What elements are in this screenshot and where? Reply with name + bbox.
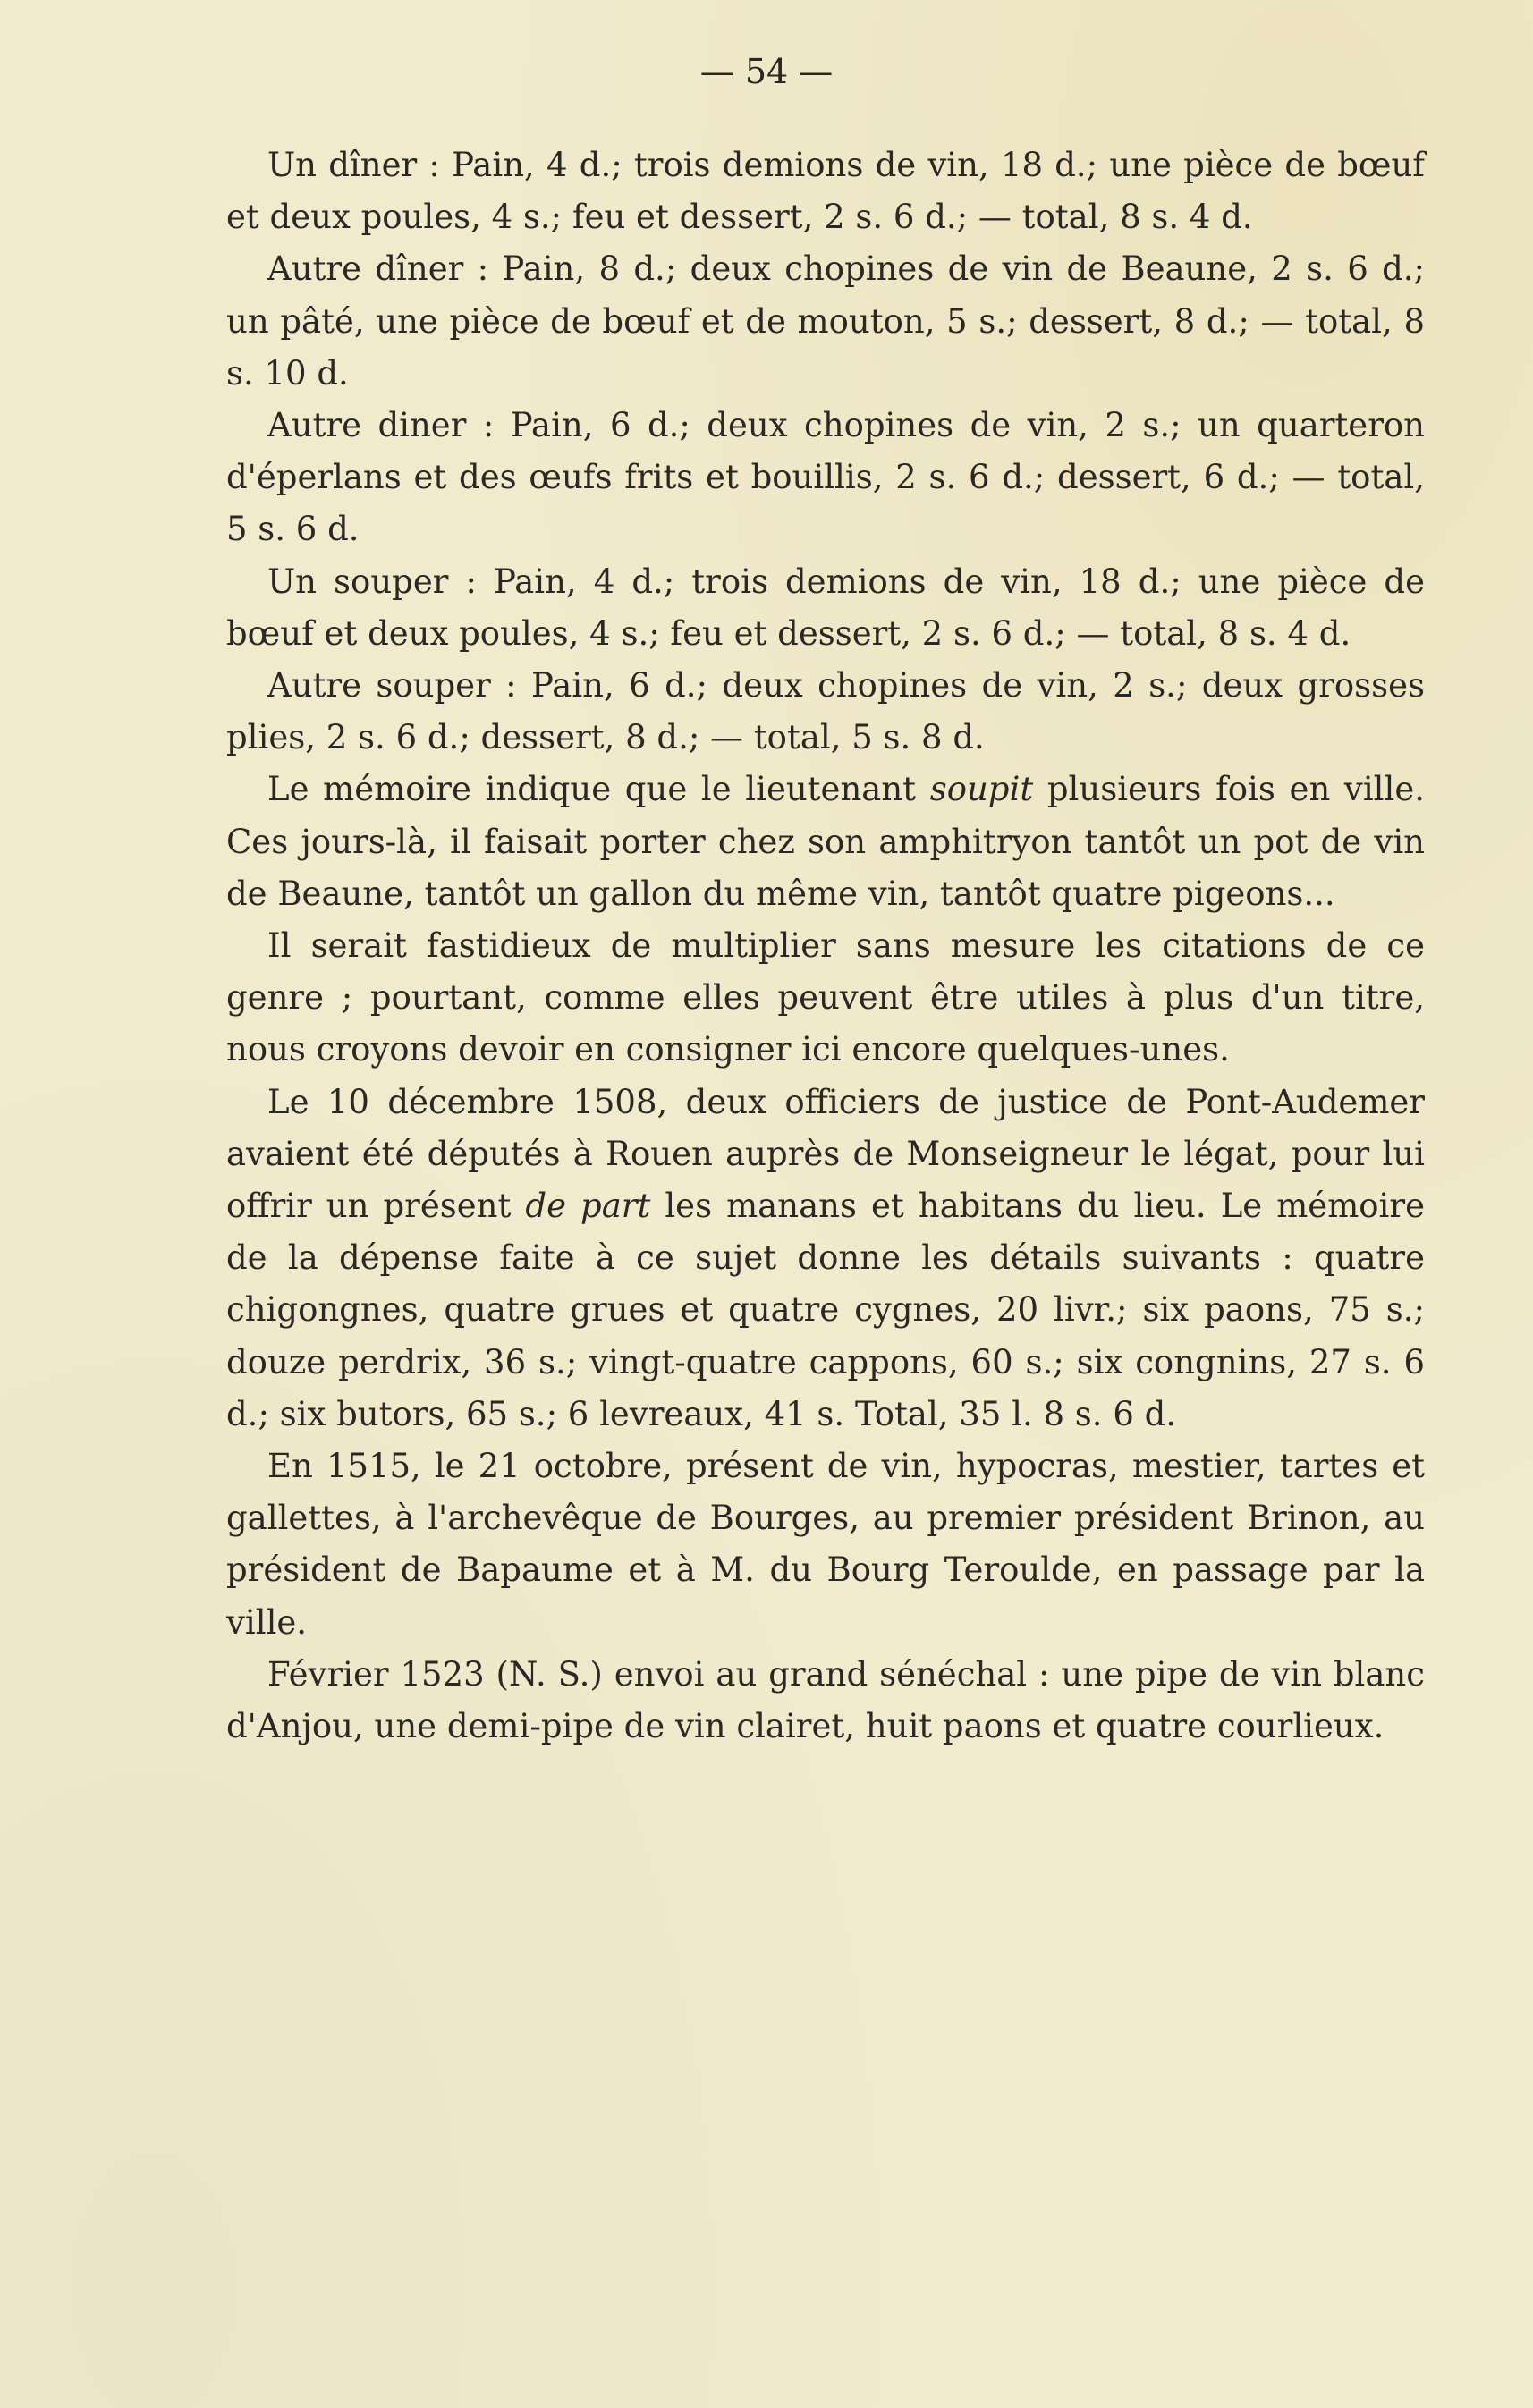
paragraph-text: les manans et habitans du lieu. Le mémoire de la dépense faite à ce sujet donne les détails suivants : quatre chigongnes, quatre grues et quatre cygnes, 20 livr.; six paons, 75 s.; douze perdrix, 36 s.; vingt-quatre cappons, 60 s.; six congnins, 27 s. 6 d.; six butors, 65 s.; 6 levreaux, 41 s. Total, 35 l. 8 s. 6 d. <box>226 1187 1425 1433</box>
paragraph: En 1515, le 21 octobre, présent de vin, hypocras, mestier, tartes et gallettes, à l'archevêque de Bourges, au premier président Brinon, au président de Bapaume et à M. du Bourg Teroulde, en passage par la ville. <box>226 1447 1425 1642</box>
paragraph: Autre dîner : Pain, 8 d.; deux chopines de vin de Beaune, 2 s. 6 d.; un pâté, une pièce de bœuf et de mouton, 5 s.; dessert, 8 d.; — total, 8 s. 10 d. <box>226 249 1425 393</box>
paragraph: Un dîner : Pain, 4 d.; trois demions de vin, 18 d.; une pièce de bœuf et deux poules, 4 s.; feu et dessert, 2 s. 6 d.; — total, 8 s. 4 d. <box>226 146 1425 237</box>
paragraph <box>226 764 1425 920</box>
paragraph <box>226 1077 1425 1441</box>
paragraph: Février 1523 (N. S.) envoi au grand sénéchal : une pipe de vin blanc d'Anjou, une demi-pipe de vin clairet, huit paons et quatre courlieux. <box>226 1654 1425 1746</box>
italic-word: soupit <box>929 770 1034 809</box>
page-number: — 54 — <box>699 52 834 91</box>
body-text <box>226 139 1425 1753</box>
paragraph-text: Le 10 décembre 1508, deux officiers de justice de Pont-Audemer avaient été députés à Rouen auprès de Monseigneur le légat, pour lui offrir un présent <box>226 1082 1425 1226</box>
paragraph: Autre souper : Pain, 6 d.; deux chopines de vin, 2 s.; deux grosses plies, 2 s. 6 d.; dessert, 8 d.; — total, 5 s. 8 d. <box>226 666 1425 757</box>
italic-word: de part <box>525 1187 651 1226</box>
paragraph-text: Le mémoire indique que le lieutenant <box>267 770 930 809</box>
paragraph: Autre diner : Pain, 6 d.; deux chopines de vin, 2 s.; un quarteron d'éperlans et des œufs frits et bouillis, 2 s. 6 d.; dessert, 6 d.; — total, 5 s. 6 d. <box>226 406 1425 549</box>
paragraph: Il serait fastidieux de multiplier sans mesure les citations de ce genre ; pourtant, comme elles peuvent être utiles à plus d'un titre, nous croyons devoir en consigner ici encore quelques-unes. <box>226 926 1425 1069</box>
paragraph: Un souper : Pain, 4 d.; trois demions de vin, 18 d.; une pièce de bœuf et deux poules, 4 s.; feu et dessert, 2 s. 6 d.; — total, 8 s. 4 d. <box>226 562 1425 653</box>
paragraph-text: plusieurs fois en ville. Ces jours-là, il faisait porter chez son amphitryon tantôt un pot de vin de Beaune, tantôt un gallon du même vin, tantôt quatre pigeons... <box>226 770 1425 913</box>
